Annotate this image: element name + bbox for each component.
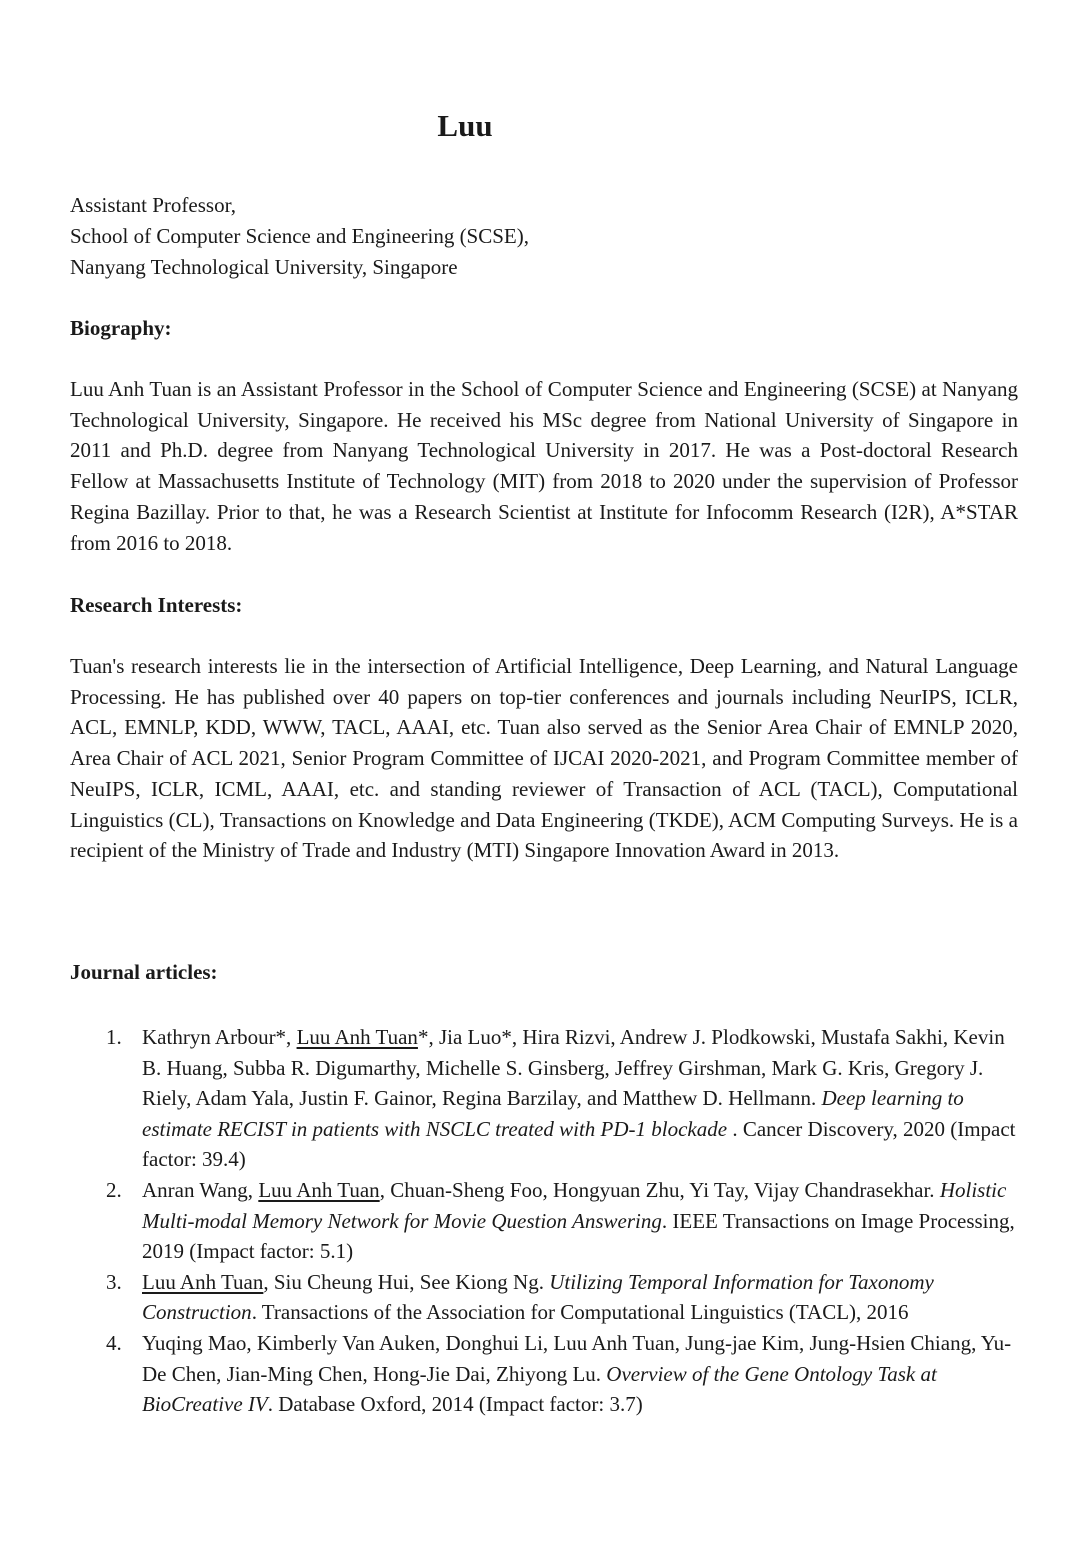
journal-article-item (70, 1328, 1018, 1420)
journal-article-item (70, 1022, 1018, 1175)
journal-article-item (70, 1175, 1018, 1267)
journal-article-authors: Kathryn Arbour*, (142, 1025, 297, 1049)
affiliation-line-university: Nanyang Technological University, Singapore (70, 255, 458, 279)
journal-articles-heading: Journal articles: (70, 960, 218, 984)
journal-article-authors-rest: , Chuan-Sheng Foo, Hongyuan Zhu, Yi Tay, Vijay Chandrasekhar. (379, 1177, 940, 1202)
research-interests-text: Tuan's research interests lie in the intersection of Artificial Intelligence, Deep Learning, and Natural Language Processing. He has published over 40 papers on top-tier conferences and journals including NeurIPS, ICLR, ACL, EMNLP, KDD, WWW, TACL, AAAI, etc. Tuan also served as the Senior Area Chair of EMNLP 2020, Area Chair of ACL 2021, Senior Program Committee of IJCAI 2020-2021, and Program Committee member of NeuIPS, ICLR, ICML, AAAI, etc. and standing reviewer of Transaction of ACL (TACL), Computational Linguistics (CL), Transactions on Knowledge and Data Engineering (TKDE), ACM Computing Surveys. He is a recipient of the Ministry of Trade and Industry (MTI) Singapore Innovation Award in 2013. (70, 654, 1018, 863)
journal-article-authors: Yuqing Mao, Kimberly Van Auken, Donghui Li, Luu Anh Tuan, Jung-jae Kim, Jung-Hsien Chiang, Yu-De Chen, Jian-Ming Chen, Hong-Jie Dai, Zhiyong Lu. (142, 1330, 1012, 1386)
journal-article-venue: . IEEE Transactions on Image Processing, 2019 (Impact factor: 5.1) (142, 1208, 1015, 1264)
journal-article-number: 1. (106, 1025, 122, 1049)
affiliation-line-school: School of Computer Science and Engineering (SCSE), (70, 224, 529, 248)
biography-text: Luu Anh Tuan is an Assistant Professor in the School of Computer Science and Engineering (SCSE) at Nanyang Technological University, Singapore. He received his MSc degree from National University of Singapore in 2011 and Ph.D. degree from Nanyang Technological University in 2017. He was a Post-doctoral Research Fellow at Massachusetts Institute of Technology (MIT) from 2018 to 2020 under the supervision of Professor Regina Bazillay. Prior to that, he was a Research Scientist at Institute for Infocomm Research (I2R), A*STAR from 2016 to 2018. (70, 377, 1018, 555)
affiliation-block (70, 190, 529, 283)
journal-article-self-author: Luu Anh Tuan (296, 1025, 418, 1049)
journal-article-venue: . Cancer Discovery, 2020 (Impact factor: 39.4) (142, 1116, 1016, 1172)
journal-article-paper-title: Holistic Multi-modal Memory Network for Movie Question Answering (142, 1177, 1007, 1233)
journal-article-self-author: Luu Anh Tuan (142, 1269, 264, 1294)
journal-article-paper-title: Utilizing Temporal Information for Taxonomy Construction (142, 1269, 934, 1325)
journal-article-paper-title: Overview of the Gene Ontology Task at BioCreative IV (142, 1361, 937, 1417)
biography-heading: Biography: (70, 316, 172, 340)
affiliation-line-position: Assistant Professor, (70, 193, 236, 217)
research-interests-heading: Research Interests: (70, 593, 243, 617)
journal-article-authors: Anran Wang, (142, 1177, 259, 1202)
journal-article-authors-rest: , Siu Cheung Hui, See Kiong Ng. (263, 1269, 550, 1294)
journal-article-venue: . Database Oxford, 2014 (Impact factor: 3.7) (267, 1392, 643, 1417)
journal-article-number: 4. (106, 1330, 122, 1355)
journal-article-paper-title: Deep learning to estimate RECIST in patients with NSCLC treated with PD-1 blockade (142, 1086, 964, 1141)
journal-article-self-author: Luu Anh Tuan (258, 1177, 380, 1202)
page-title: Luu (437, 108, 493, 143)
journal-article-venue: . Transactions of the Association for Computational Linguistics (TACL), 2016 (251, 1300, 909, 1325)
journal-article-authors-rest: *, Jia Luo*, Hira Rizvi, Andrew J. Plodkowski, Mustafa Sakhi, Kevin B. Huang, Subba R. Digumarthy, Michelle S. Ginsberg, Jeffrey Girshman, Mark G. Kris, Gregory J. Riely, Adam Yala, Justin F. Gainor, Regina Barzilay, and Matthew D. Hellmann. (142, 1025, 1005, 1111)
journal-article-number: 3. (106, 1269, 122, 1294)
journal-articles-list (70, 1022, 1018, 1420)
journal-article-item (70, 1267, 1018, 1328)
journal-article-number: 2. (106, 1177, 122, 1202)
